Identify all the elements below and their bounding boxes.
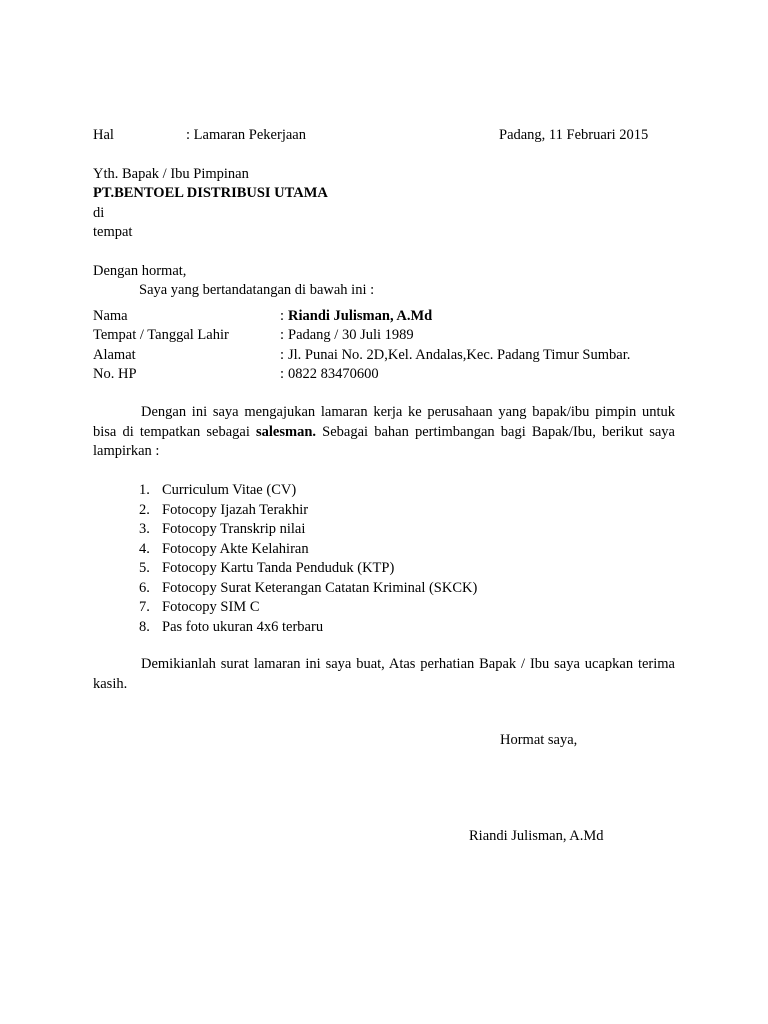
list-number: 5. xyxy=(139,560,150,576)
recipient-salutation: Yth. Bapak / Ibu Pimpinan xyxy=(93,166,249,182)
list-item xyxy=(139,501,539,521)
list-text: Pas foto ukuran 4x6 terbaru xyxy=(162,618,324,635)
list-item xyxy=(139,520,539,540)
identity-label-phone: No. HP xyxy=(93,366,137,382)
list-item xyxy=(139,559,539,579)
list-text: Curriculum Vitae (CV) xyxy=(162,482,297,498)
signature-name: Riandi Julisman, A.Md xyxy=(469,828,604,844)
identity-label-name: Nama xyxy=(93,308,128,324)
identity-value-birth: Padang / 30 Juli 1989 xyxy=(288,327,414,343)
identity-sep: : xyxy=(280,308,285,324)
recipient-di: di xyxy=(93,205,105,221)
list-item xyxy=(139,618,539,638)
identity-label-birth: Tempat / Tanggal Lahir xyxy=(93,327,229,343)
subject-value: : Lamaran Pekerjaan xyxy=(186,127,306,143)
body-paragraph xyxy=(93,403,675,462)
body-text-2: Sebagai bahan pertimbangan bagi Bapak/Ibu, berikut saya lampirkan : xyxy=(93,423,675,459)
closing-paragraph xyxy=(93,655,675,694)
list-item xyxy=(139,598,539,618)
list-item xyxy=(139,481,539,501)
list-text: Fotocopy SIM C xyxy=(162,599,260,615)
list-number: 8. xyxy=(139,618,150,635)
identity-sep: : xyxy=(280,327,285,343)
body-text-1: Dengan ini saya mengajukan lamaran kerja ke perusahaan yang bapak/ibu pimpin untuk bisa di tempatkan sebagai xyxy=(93,404,675,440)
list-number: 3. xyxy=(139,521,150,537)
list-text: Fotocopy Transkrip nilai xyxy=(162,521,306,537)
identity-value-name: Riandi Julisman, A.Md xyxy=(288,308,433,324)
list-number: 7. xyxy=(139,599,150,615)
list-text: Fotocopy Ijazah Terakhir xyxy=(162,501,309,518)
identity-value-phone: 0822 83470600 xyxy=(288,366,379,382)
list-text: Fotocopy Surat Keterangan Catatan Kriminal (SKCK) xyxy=(162,579,478,596)
identity-label-address: Alamat xyxy=(93,347,136,363)
list-number: 1. xyxy=(139,482,150,498)
body-position-bold: salesman. xyxy=(256,423,317,440)
regards: Hormat saya, xyxy=(500,732,578,748)
list-text: Fotocopy Kartu Tanda Penduduk (KTP) xyxy=(162,560,395,576)
recipient-company: PT.BENTOEL DISTRIBUSI UTAMA xyxy=(93,185,328,201)
subject-label: Hal xyxy=(93,127,114,143)
list-number: 2. xyxy=(139,501,150,518)
list-item xyxy=(139,579,539,599)
identity-sep: : xyxy=(280,347,285,363)
intro-line: Saya yang bertandatangan di bawah ini : xyxy=(139,282,375,298)
identity-sep: : xyxy=(280,366,285,382)
list-text: Fotocopy Akte Kelahiran xyxy=(162,540,309,557)
recipient-place: tempat xyxy=(93,224,133,240)
list-number: 6. xyxy=(139,579,150,596)
greeting: Dengan hormat, xyxy=(93,263,187,279)
closing-text: Demikianlah surat lamaran ini saya buat, Atas perhatian Bapak / Ibu saya ucapkan terima kasih. xyxy=(93,656,675,692)
attachment-list xyxy=(139,481,539,637)
list-number: 4. xyxy=(139,540,150,557)
list-item xyxy=(139,540,539,560)
place-date: Padang, 11 Februari 2015 xyxy=(499,127,649,143)
identity-value-address: Jl. Punai No. 2D,Kel. Andalas,Kec. Padang Timur Sumbar. xyxy=(288,347,631,363)
